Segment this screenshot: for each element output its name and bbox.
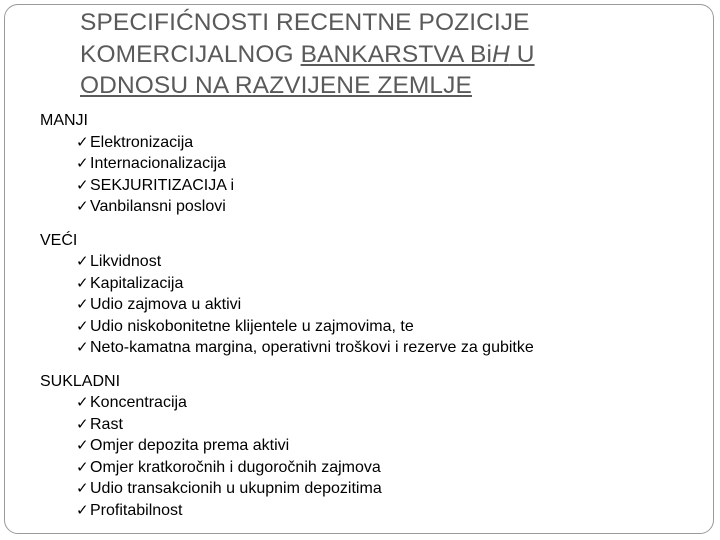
title-line-1: SPECIFIĆNOSTI RECENTNE POZICIJE [80,9,530,36]
list-item-label: Omjer kratkoročnih i dugoročnih zajmova [90,458,381,476]
list-item [40,435,700,457]
list-item [40,478,700,500]
list-item [40,316,700,338]
section-sukladni [40,371,700,522]
section-heading: VEĆI [40,231,78,249]
title-line-3: ODNOSU NA RAZVIJENE ZEMLJE [80,72,472,99]
checkmark-icon: ✓ [76,458,89,476]
list-item-label: Internacionalizacija [90,155,227,172]
section-heading: MANJI [40,112,88,129]
checkmark-icon: ✓ [76,501,89,519]
list-item [40,273,700,295]
title-line-2-underlined-tail: U [509,40,535,68]
list-item [40,337,700,359]
title-line-2 [80,39,700,71]
section-manji [40,110,700,218]
list-item-label: Neto-kamatna margina, operativni troškovi i rezerve za gubitke [90,339,534,356]
list-item [40,251,700,273]
list-item-label: Omjer depozita prema aktivi [90,437,290,454]
list-item-label: Likvidnost [90,253,162,270]
list-item-label: Koncentracija [90,394,187,411]
list-item-label: Udio transakcionih u ukupnim depozitima [90,480,382,497]
list-item [40,196,700,218]
list-item [40,153,700,175]
checkmark-icon: ✓ [76,415,89,433]
checkmark-icon: ✓ [76,274,89,292]
section-heading: SUKLADNI [40,372,121,390]
list-item [40,294,700,316]
title-line-2-underlined: BANKARSTVA Bi [300,40,493,68]
checkmark-icon: ✓ [76,253,89,270]
checkmark-icon: ✓ [76,317,89,335]
list-item-label: Rast [90,415,123,433]
section-spacer [40,359,700,371]
checkmark-icon: ✓ [76,437,89,454]
checkmark-icon: ✓ [76,198,89,215]
checkmark-icon: ✓ [76,133,89,151]
slide-title [80,7,700,102]
checkmark-icon: ✓ [76,394,89,411]
list-item [40,175,700,197]
list-item [40,457,700,479]
title-line-2-underlined-italic: H [492,40,510,68]
checkmark-icon: ✓ [76,296,89,313]
list-item-label: Udio niskobonitetne klijentele u zajmovima, te [90,317,414,335]
checkmark-icon: ✓ [76,155,89,172]
list-item-label: Kapitalizacija [90,274,184,292]
section-spacer [40,218,700,230]
section-veci [40,230,700,359]
list-item-label: Udio zajmova u aktivi [90,296,242,313]
list-item-label: Profitabilnost [90,501,183,519]
slide-content [40,110,700,521]
list-item-label: Elektronizacija [90,133,194,151]
list-item-label: SEKJURITIZACIJA i [90,176,235,194]
list-item-label: Vanbilansni poslovi [90,198,226,215]
title-line-2-part-a: KOMERCIJALNOG [80,40,301,68]
checkmark-icon: ✓ [76,480,89,497]
list-item [40,132,700,154]
checkmark-icon: ✓ [76,176,89,194]
list-item [40,414,700,436]
checkmark-icon: ✓ [76,339,89,356]
list-item [40,500,700,522]
list-item [40,392,700,414]
